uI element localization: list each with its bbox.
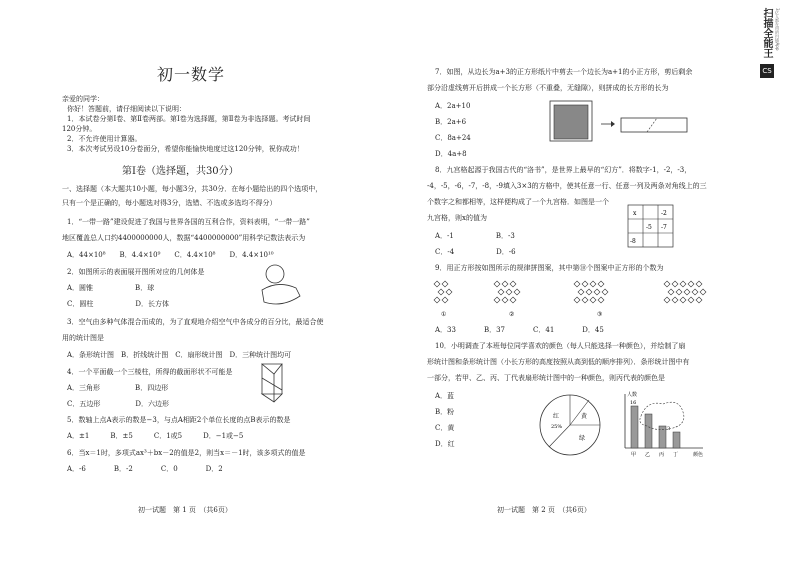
answer-options: A．-6 B．-2 C．0 D．2 [67,465,223,473]
watermark-subtitle: 3亿人都在用的扫描App [775,8,780,51]
answer-options: C．圆柱 D．长方体 [67,300,169,308]
answer-option: A．2a+10 [435,102,471,110]
intro-line: 120分钟。 [62,125,97,133]
pattern-square [696,297,702,303]
question-line: 6．当x＝1时，多项式ax³＋bx－2的值是2，则当x＝－1时，该多项式的值是 [67,449,306,457]
pattern-square [506,289,512,295]
pattern-square [684,289,690,295]
page-title: 初一数学 [157,65,226,84]
grid-cell: -7 [661,224,667,231]
pattern-square [434,297,440,303]
pattern-square [676,289,682,295]
answer-option: D．4a+8 [435,150,467,158]
grid-cell: x [633,210,637,217]
question-line: 10．小明调查了本班每位同学喜欢的颜色（每人只能选择一种颜色），并绘制了扇 [435,342,686,350]
intro-line: 你好！答题前，请仔细阅读以下说明： [67,105,186,113]
pattern-square [510,297,516,303]
pattern-square [510,281,516,287]
question-line: -4，-5，-6，-7，-8，-9填入3×3的方格中，使其任意一行、任意一列及两条对角线上的三 [427,182,707,190]
bar-category: 甲 [631,452,637,458]
pattern-label: ① [441,311,447,318]
question-line: 只有一个是正确的，每小题选对得3分，选错、不选或多选均不得分） [62,199,277,207]
answer-options: A．-1 B．-3 [435,232,515,240]
pattern-square [514,289,520,295]
pattern-square [692,289,698,295]
pattern-square [594,289,600,295]
page-footer: 初一试题 第 2 页 （共6页） [497,506,591,514]
pattern-square [680,281,686,287]
answer-options: A．33 B．37 C．41 D．45 [435,326,604,334]
pattern-square [574,297,580,303]
pattern-square [586,289,592,295]
pattern-square [494,297,500,303]
answer-options: A．44×10⁸ B．4.4×10⁹ C．4.4×10⁸ D．4.4×10¹⁰ [67,251,274,259]
bar-value-label: 3 [667,426,671,432]
section-heading: 第Ⅰ卷（选择题，共30分） [122,166,239,177]
question-line: 部分沿虚线剪开后拼成一个长方形（不重叠，无缝隙），则拼成的长方形的长为 [427,84,669,92]
question-line: 用的统计图是 [62,334,104,342]
square-cut-figure [549,100,689,150]
magic-square-grid [627,204,675,250]
pattern-square [688,281,694,287]
pattern-square [434,281,440,287]
question-line: 形统计图和条形统计图（小长方形的高度按照从高到低的顺序排列）．条形统计图中有 [427,358,690,366]
pattern-square [664,281,670,287]
pattern-square [688,297,694,303]
question-line: 个数字之和都相等，这样便构成了一个九宫格．如图是一个 [427,198,609,206]
watermark-name: 扫描全能王 [761,8,772,58]
pattern-square [598,297,604,303]
pattern-square [664,297,670,303]
pattern-square [582,297,588,303]
pattern-square [700,289,706,295]
pattern-square [668,289,674,295]
pattern-square [498,289,504,295]
bar-chart [617,388,717,460]
question-line: 九宫格，则x的值为 [427,214,487,222]
pie-label-red: 红 [553,413,560,420]
answer-option: C．8a+24 [435,134,471,142]
pattern-square [446,289,452,295]
pattern-square [602,289,608,295]
pie-chart [537,392,607,462]
bar-category: 乙 [645,452,651,458]
bar-category: 丁 [673,452,679,458]
pattern-square [494,281,500,287]
pattern-label: ③ [597,311,603,318]
grid-cell: -5 [646,224,652,231]
pattern-square [672,297,678,303]
grid-cell: -2 [661,210,667,217]
pattern-square [590,297,596,303]
answer-option: C．黄 [435,424,455,432]
pattern-square [590,281,596,287]
watermark-badge: CS [760,64,774,78]
prism-figure [258,360,308,406]
pie-label-green: 绿 [579,435,586,442]
right-page [397,0,794,561]
answer-options: C．-4 D．-6 [435,248,516,256]
intro-line: 2．不允许使用计算器。 [67,135,142,143]
question-line: 3．空气由多种气体混合而成的，为了直观地介绍空气中各成分的百分比，最适合使 [67,318,324,326]
answer-option: B．2a+6 [435,118,467,126]
pattern-square [598,281,604,287]
answer-option: D．红 [435,440,455,448]
bar-axis-x-label: 颜色 [693,452,704,458]
scanner-watermark [760,6,782,96]
intro-line: 3．本次考试另设10分卷面分，希望你能愉快地度过这120分钟，祝你成功！ [67,145,304,153]
pattern-square [696,281,702,287]
intro-line: 亲爱的同学： [62,95,104,103]
pattern-square [680,297,686,303]
square-pattern-figure [427,280,727,320]
question-line: 7．如图，从边长为a+3的正方形纸片中剪去一个边长为a+1的小正方形，剪后剩余 [435,68,693,76]
answer-options: C．五边形 D．六边形 [67,400,169,408]
pattern-square [438,289,444,295]
net-figure [258,262,308,310]
grid-cell: -8 [630,238,636,245]
page-footer: 初一试题 第 1 页 （共6页） [138,506,232,514]
pattern-label: ② [509,311,515,318]
pattern-square [502,297,508,303]
answer-option: A．蓝 [435,392,455,400]
question-line: 9．用正方形按如图所示的规律拼图案，其中第⑩个图案中正方形的个数为 [435,264,664,272]
bar-value-label: 16 [630,400,637,406]
question-line: 8．九宫格起源于我国古代的“洛书”，是世界上最早的“幻方”．将数字-1，-2，-3， [435,166,692,174]
answer-option: B．粉 [435,408,455,416]
question-line: 1．“一带一路”建设促进了我国与世界各国的互利合作，资料表明，“一带一路” [67,218,310,226]
answer-options: A．圆锥 B．球 [67,284,155,292]
answer-options: A．条形统计图 B．折线统计图 C．扇形统计图 D．三种统计图均可 [67,351,292,359]
pattern-square [582,281,588,287]
pattern-square [502,281,508,287]
answer-options: A．±1 B．±5 C．1或5 D．−1或−5 [67,432,244,440]
question-line: 一部分，若甲、乙、丙、丁代表扇形统计图中的一种颜色，则丙代表的颜色是 [427,374,665,382]
answer-options: A．三角形 B．四边形 [67,384,169,392]
pie-label-yellow: 黄 [581,413,588,420]
pattern-square [442,281,448,287]
question-line: 5．数轴上点A表示的数是−3，与点A相距2个单位长度的点B表示的数是 [67,416,291,424]
bar-category: 丙 [659,452,665,458]
pattern-square [574,281,580,287]
bar-axis-label: 人数 [627,392,638,398]
pattern-square [442,297,448,303]
pattern-square [578,289,584,295]
pattern-square [672,281,678,287]
question-line: 2．如图所示的表面展开图所对应的几何体是 [67,268,205,276]
question-line: 4．一个平面截一个三棱柱，所得的截面形状不可能是 [67,368,233,376]
intro-line: 1．本试卷分第Ⅰ卷、第Ⅱ卷两部。第Ⅰ卷为选择题，第Ⅱ卷为非选择题。考试时间 [67,115,311,123]
question-line: 地区覆盖总人口约4400000000人，数据“4400000000”用科学记数法表示为 [62,234,306,242]
pie-label-percent: 25% [551,424,563,430]
question-line: 一、选择题（本大题共10小题，每小题3分，共30分．在每小题给出的四个选项中， [62,185,323,193]
